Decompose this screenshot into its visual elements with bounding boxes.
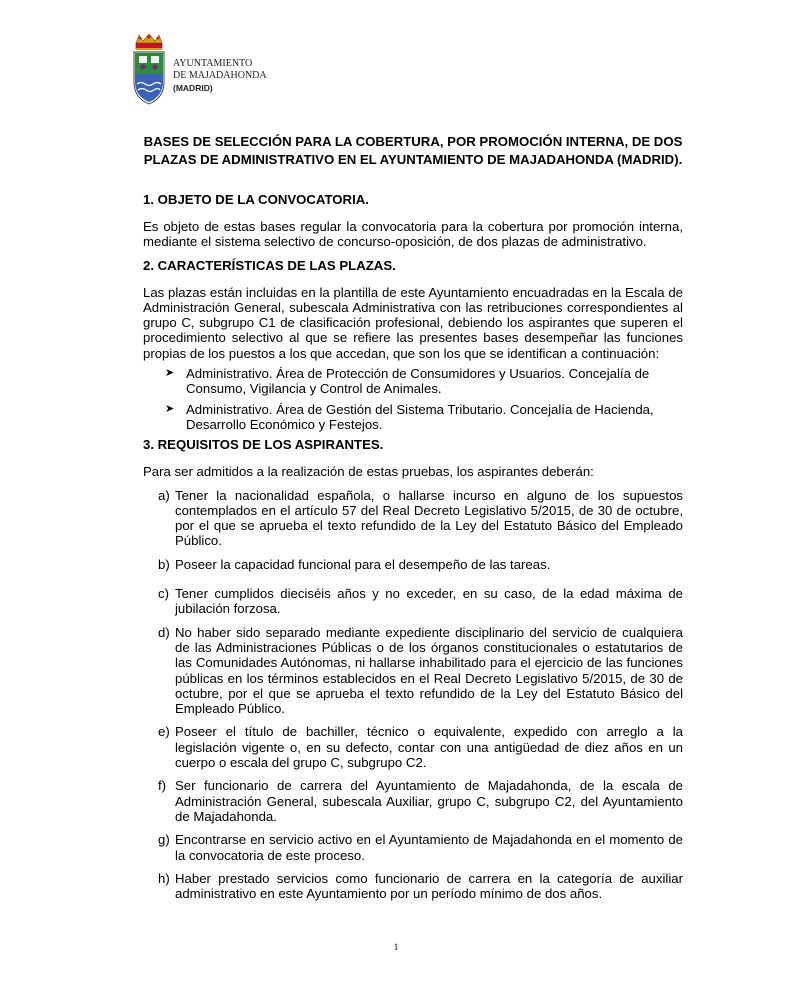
- list-item: [158, 871, 683, 902]
- org-line-2: DE MAJADAHONDA: [173, 70, 267, 81]
- list-item: [158, 778, 683, 824]
- org-line-1: AYUNTAMIENTO: [173, 58, 253, 69]
- item-text: Poseer el título de bachiller, técnico o equivalente, expedido con arreglo a la legislación vigente o, en su defecto, contar con una antigüedad de diez años en un cuerpo o escala del grupo C, subgrupo C2.: [175, 724, 683, 771]
- section-3-heading: 3. REQUISITOS DE LOS ASPIRANTES.: [143, 437, 384, 453]
- list-item-text: Administrativo. Área de Protección de Consumidores y Usuarios. Concejalía de Consumo, Vigilancia y Control de Animales.: [186, 366, 650, 397]
- list-item: [158, 832, 683, 863]
- item-text: Poseer la capacidad funcional para el desempeño de las tareas.: [175, 556, 551, 572]
- list-item: [158, 557, 683, 572]
- arrow-bullet-icon: ➤: [165, 402, 175, 415]
- list-item-text: Administrativo. Área de Gestión del Sistema Tributario. Concejalía de Hacienda, Desarrollo Económico y Festejos.: [186, 401, 654, 432]
- requirements-list: [143, 488, 683, 902]
- coat-of-arms-icon: [130, 34, 168, 106]
- item-text: Tener la nacionalidad española, o hallarse incurso en alguno de los supuestos contemplados en el artículo 57 del Real Decreto Legislativo 5/2015, de 30 de octubre, por el que se aprueba el texto refundido de la Ley del Estatuto Básico del Empleado Público.: [175, 487, 683, 549]
- item-marker: b): [158, 556, 170, 572]
- item-text: Tener cumplidos dieciséis años y no exceder, en su caso, de la edad máxima de jubilación forzosa.: [175, 586, 683, 617]
- item-text: Ser funcionario de carrera del Ayuntamiento de Majadahonda, de la escala de Administración General, subescala Auxiliar, grupo C, subgrupo C2, del Ayuntamiento de Majadahonda.: [175, 778, 683, 824]
- item-text: Haber prestado servicios como funcionario de carrera en la categoría de auxiliar administrativo en este Ayuntamiento por un período mínimo de dos años.: [175, 870, 683, 902]
- arrow-bullet-icon: ➤: [165, 367, 175, 380]
- document-body: [143, 192, 683, 909]
- item-marker: e): [158, 724, 170, 740]
- list-item: [165, 402, 683, 433]
- list-item: [158, 724, 683, 770]
- section-2-text: Las plazas están incluidas en la plantilla de este Ayuntamiento encuadradas en la Escala de Administración General, subescala Administrativa con las retribuciones correspondientes al grupo C, subgrupo C1 de clasificación profesional, debiendo los aspirantes que superen el procedimiento selectivo al que se refiere las presentes bases desempeñar las funciones propias de los puestos a los que accedan, que son los que se identifican a continuación:: [143, 284, 683, 361]
- list-item: [158, 586, 683, 617]
- org-region: (MADRID): [173, 83, 213, 93]
- item-marker: d): [158, 624, 170, 640]
- list-item: [158, 625, 683, 717]
- document-title: BASES DE SELECCIÓN PARA LA COBERTURA, POR PROMOCIÓN INTERNA, DE DOS PLAZAS DE ADMINISTRATIVO EN EL AYUNTAMIENTO DE MAJADAHONDA (MADRID).: [143, 134, 683, 167]
- item-text: Encontrarse en servicio activo en el Ayuntamiento de Majadahonda en el momento de la convocatoria de este proceso.: [175, 832, 683, 863]
- item-marker: c): [158, 586, 169, 602]
- item-marker: f): [158, 778, 167, 794]
- organization-name: [173, 58, 333, 94]
- item-marker: a): [158, 487, 170, 503]
- item-marker: g): [158, 832, 170, 848]
- item-marker: h): [158, 870, 170, 886]
- list-item: [158, 488, 683, 549]
- item-text: No haber sido separado mediante expediente disciplinario del servicio de cualquiera de las Administraciones Públicas o de los órganos constitucionales o estatutarios de las Comunidades Autónomas, ni hallarse inhabilitado para el ejercicio de las funciones públicas en los términos establecidos en el Real Decreto Legislativo 5/2015, de 30 de octubre, por el que se aprueba el texto refundido de la Ley del Estatuto Básico del Empleado Público.: [175, 624, 683, 717]
- positions-list: [143, 366, 683, 432]
- page-number: 1: [393, 943, 399, 953]
- section-2-heading: 2. CARACTERÍSTICAS DE LAS PLAZAS.: [143, 257, 396, 273]
- section-3-intro: Para ser admitidos a la realización de estas pruebas, los aspirantes deberán:: [143, 464, 594, 480]
- section-1-heading: 1. OBJETO DE LA CONVOCATORIA.: [143, 192, 369, 207]
- list-item: [165, 366, 683, 397]
- section-1-text: Es objeto de estas bases regular la convocatoria para la cobertura por promoción interna, mediante el sistema selectivo de concurso-oposición, de dos plazas de administrativo.: [143, 219, 683, 250]
